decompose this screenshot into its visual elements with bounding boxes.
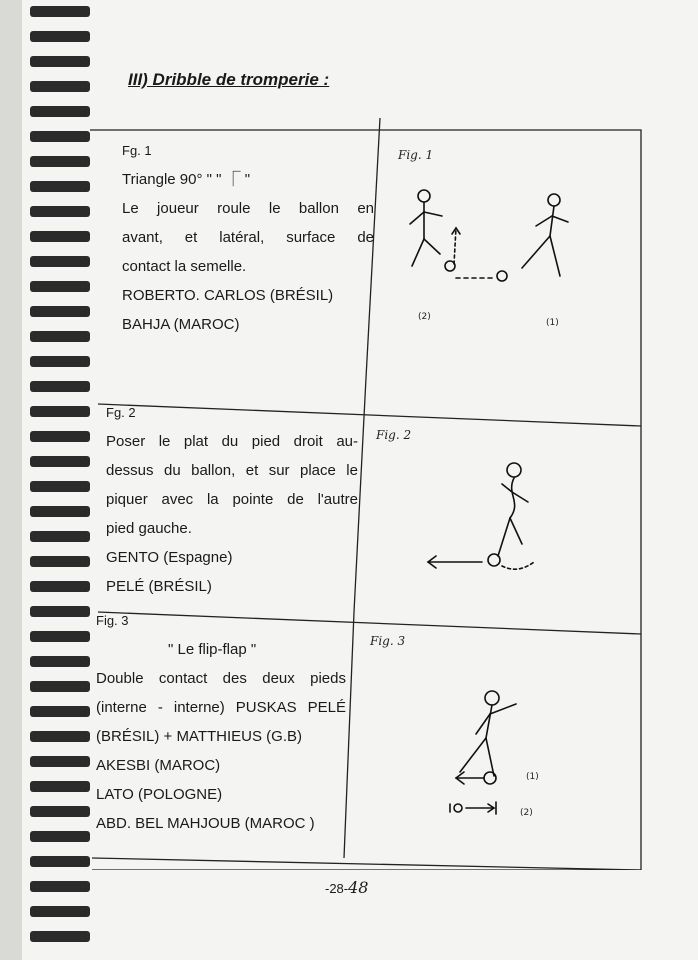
binding-ring (30, 456, 90, 467)
row-2-desc-line-4: pied gauche. (106, 520, 192, 537)
binding-ring (30, 56, 90, 67)
row-2-player-2: PELÉ (BRÉSIL) (106, 578, 212, 595)
row-1-text (122, 136, 374, 339)
row-1-desc-line-3: contact la semelle. (122, 258, 247, 275)
binding-ring (30, 256, 90, 267)
fig-1-mark-1: (2) (418, 312, 431, 322)
page-number-printed: -28- (325, 881, 349, 896)
row-2-player-1: GENTO (Espagne) (106, 549, 233, 566)
binding-ring (30, 881, 90, 892)
exercise-table (88, 118, 643, 870)
binding-ring (30, 106, 90, 117)
binding-ring (30, 756, 90, 767)
fig-2-sketch (418, 458, 558, 588)
row-3-player-3: ABD. BEL MAHJOUB (MAROC ) (96, 815, 315, 832)
sketch-3-label: Fig. 3 (370, 634, 406, 648)
row-3-desc-line-1: Double contact des deux pieds (96, 670, 346, 687)
row-3-desc-line-3: (BRÉSIL) + MATTHIEUS (G.B) (96, 728, 302, 745)
binding-ring (30, 156, 90, 167)
row-2-label: Fg. 2 (106, 405, 136, 420)
binding-ring (30, 6, 90, 17)
binding-ring (30, 606, 90, 617)
row-2-desc-line-3: piquer avec la pointe de l'autre (106, 491, 358, 508)
row-1-player-1: ROBERTO. CARLOS (BRÉSIL) (122, 287, 334, 304)
row-3-text (96, 606, 346, 838)
row-2-desc-line-1: Poser le plat du pied droit au- (106, 433, 358, 450)
sketch-2-label: Fig. 2 (376, 428, 412, 442)
binding-ring (30, 556, 90, 567)
binding-ring (30, 706, 90, 717)
row-3-player-1: AKESBI (MAROC) (96, 757, 221, 774)
row-3-player-2: LATO (POLOGNE) (96, 786, 223, 803)
page-number (325, 878, 368, 897)
binding-ring (30, 231, 90, 242)
spiral-binding (0, 0, 100, 960)
row-3-subtitle: " Le flip-flap " (168, 641, 257, 658)
binding-ring (30, 31, 90, 42)
binding-ring (30, 631, 90, 642)
page-number-handwritten: 48 (348, 878, 369, 897)
binding-ring (30, 381, 90, 392)
binding-ring (30, 806, 90, 817)
binding-ring (30, 181, 90, 192)
binding-ring (30, 206, 90, 217)
sketch-1-label: Fig. 1 (398, 148, 434, 162)
binding-ring (30, 431, 90, 442)
binding-ring (30, 906, 90, 917)
binding-ring (30, 681, 90, 692)
fig-1-mark-2: (1) (546, 318, 559, 328)
row-3-label: Fig. 3 (96, 613, 129, 628)
binding-ring (30, 856, 90, 867)
page-title: III) Dribble de tromperie : (128, 70, 330, 89)
row-2-text (106, 398, 358, 601)
fig-3-sketch (430, 680, 600, 830)
binding-ring (30, 281, 90, 292)
binding-ring (30, 331, 90, 342)
fig-1-sketch (404, 184, 584, 314)
binding-ring (30, 306, 90, 317)
binding-ring (30, 781, 90, 792)
binding-ring (30, 831, 90, 842)
binding-ring (30, 406, 90, 417)
binding-ring (30, 731, 90, 742)
binding-ring (30, 531, 90, 542)
row-1-player-2: BAHJA (MAROC) (122, 316, 240, 333)
fig-3-mark-2: (2) (520, 808, 533, 818)
row-3-desc-line-2: (interne - interne) PUSKAS PELÉ (96, 699, 346, 716)
row-1-label: Fg. 1 (122, 143, 152, 158)
binding-ring (30, 81, 90, 92)
binding-ring (30, 506, 90, 517)
binding-ring (30, 131, 90, 142)
fig-3-mark-1: (1) (526, 772, 539, 782)
binding-ring (30, 656, 90, 667)
row-2-desc-line-2: dessus du ballon, et sur place le (106, 462, 358, 479)
binding-ring (30, 581, 90, 592)
binding-ring (30, 931, 90, 942)
row-1-desc-line-1: Le joueur roule le ballon en (122, 200, 374, 217)
binding-ring (30, 481, 90, 492)
binding-ring (30, 356, 90, 367)
row-1-subtitle: Triangle 90° " " ⎾ " (122, 171, 251, 188)
row-1-desc-line-2: avant, et latéral, surface de (122, 229, 374, 246)
